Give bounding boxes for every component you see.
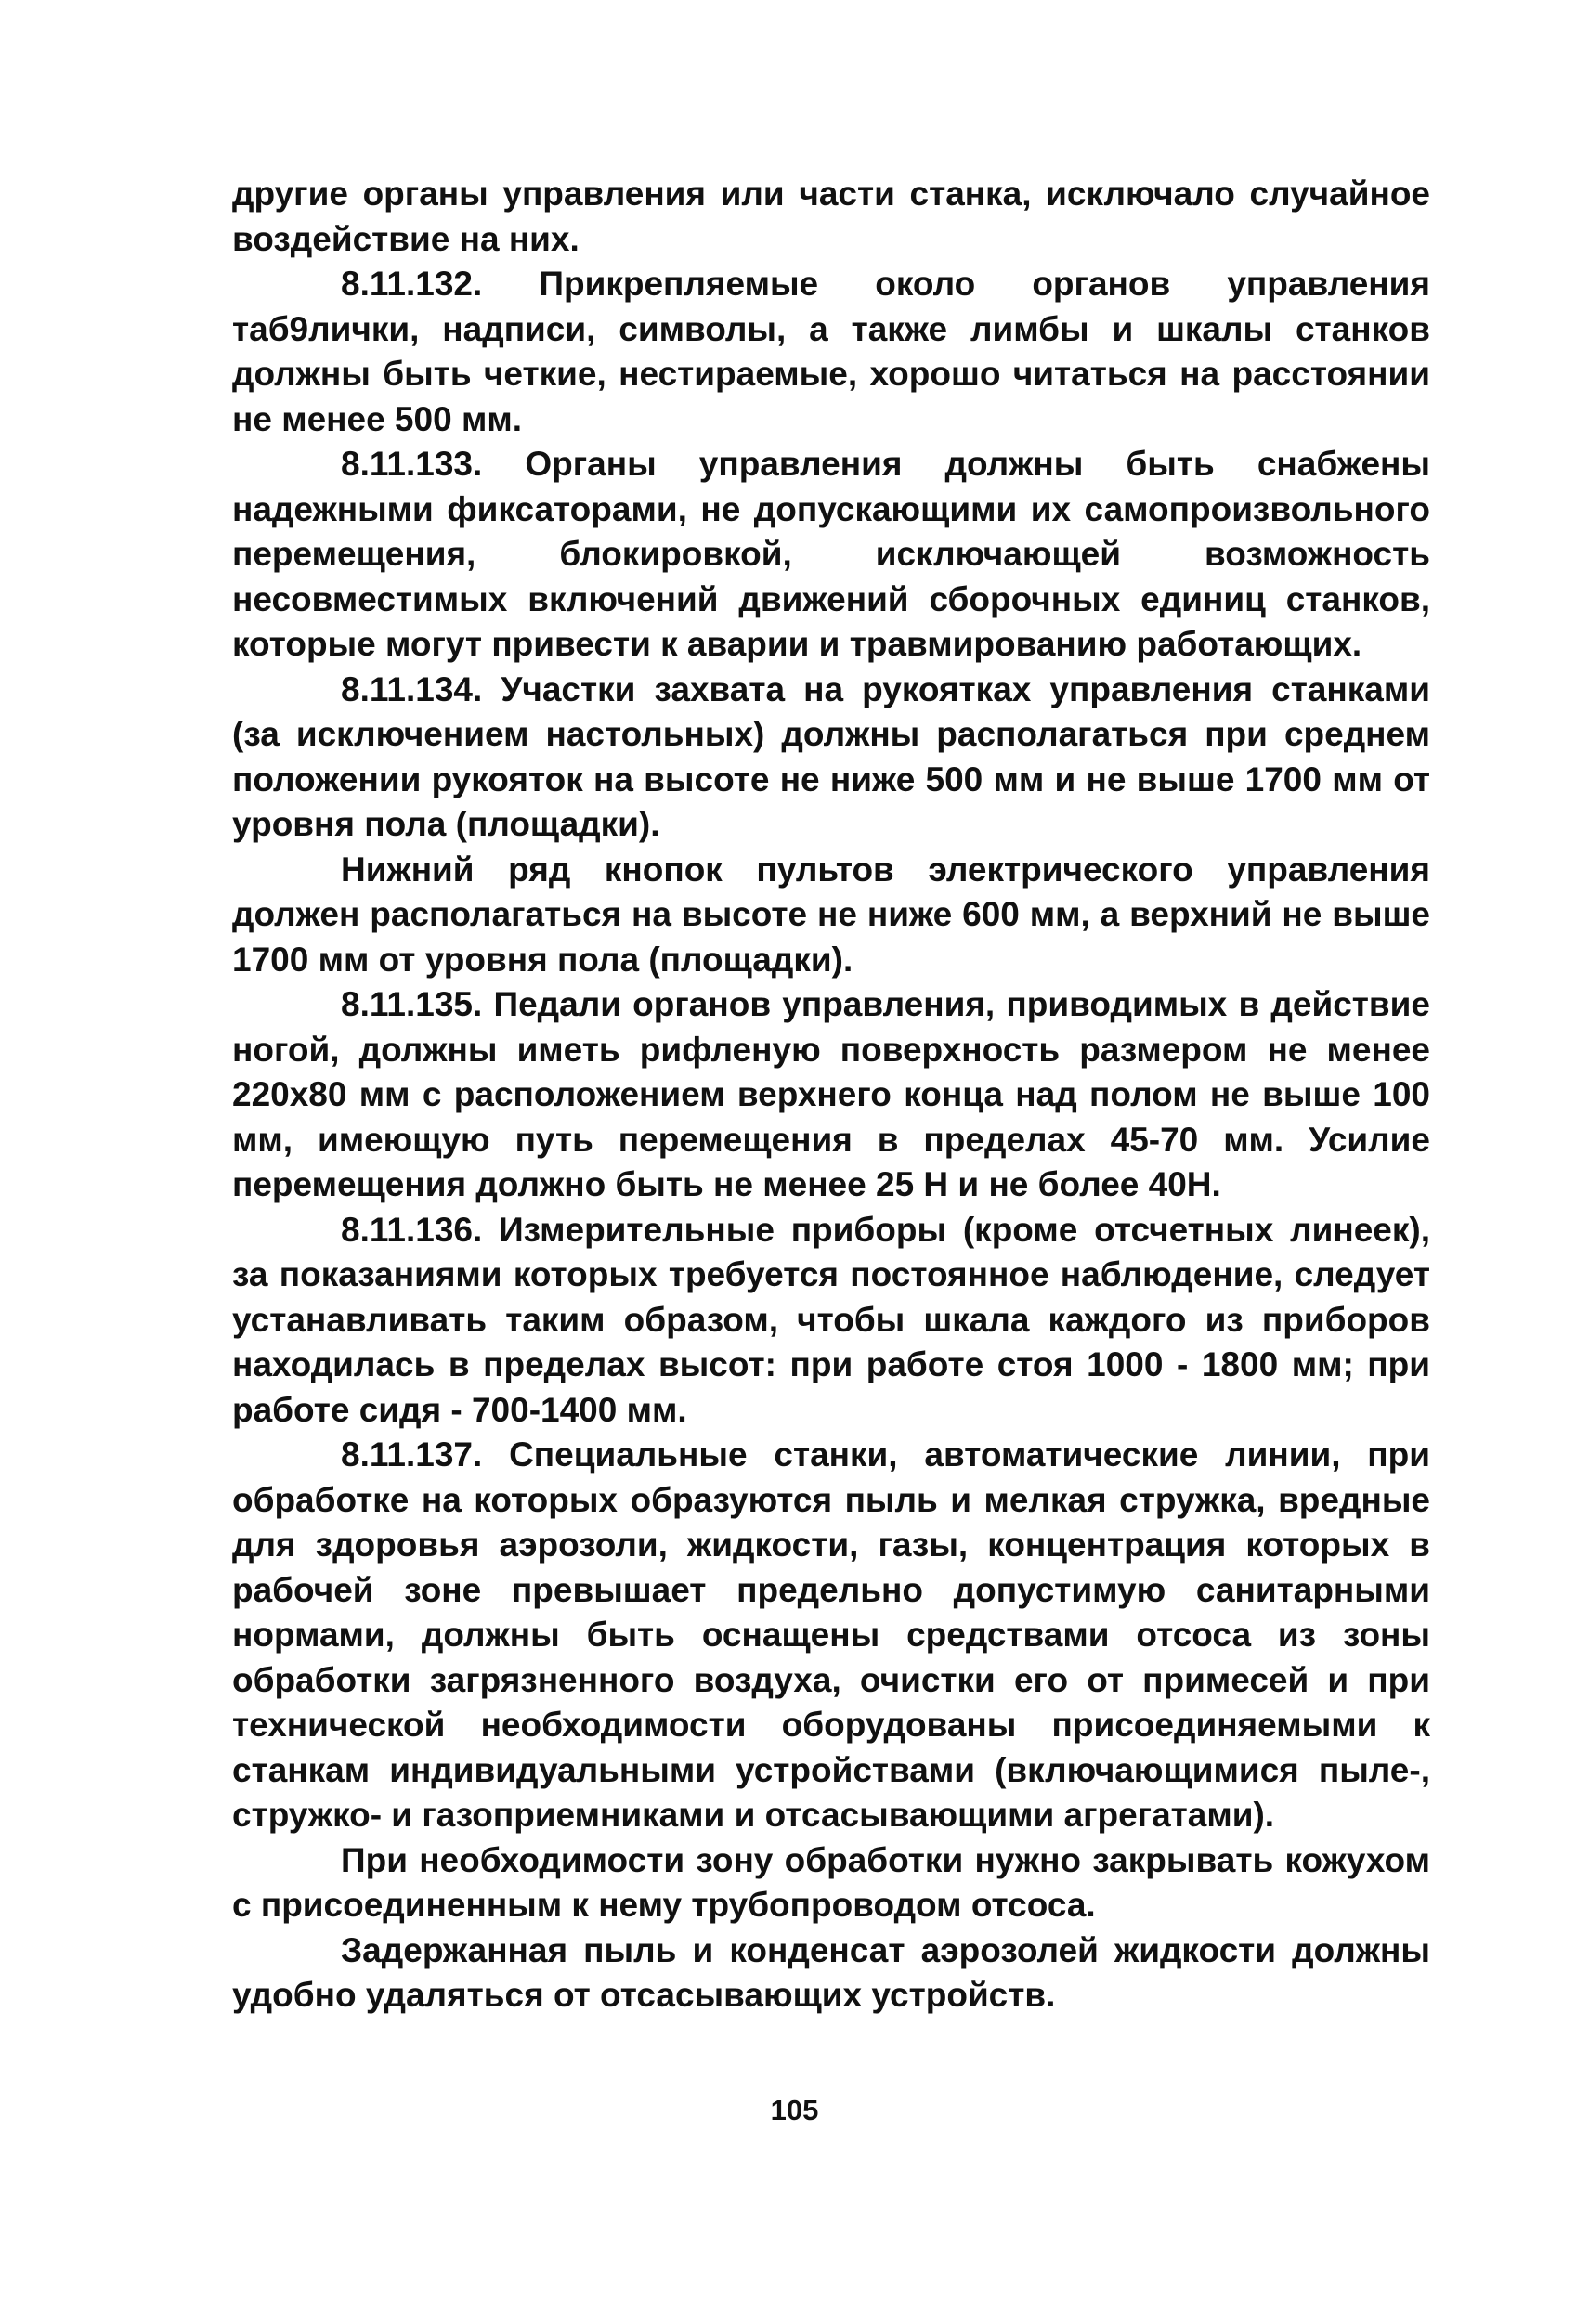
page-number: 105 bbox=[770, 2094, 819, 2126]
paragraph-casing: При необходимости зону обработки нужно закрывать кожухом с присоединенным к нему трубопроводом отсоса. bbox=[232, 1840, 1430, 1924]
paragraph-8-11-136: 8.11.136. Измерительные приборы (кроме отсчетных линеек), за показаниями которых требуется постоянное наблюдение, следует устанавливать таким образом, чтобы шкала каждого из приборов находилась в пределах высот: при работе стоя 1000 - 1800 мм; при работе сидя - 700-1400 мм. bbox=[232, 1210, 1430, 1429]
paragraph-dust-removal: Задержанная пыль и конденсат аэрозолей жидкости должны удобно удаляться от отсасывающих устройств. bbox=[232, 1930, 1430, 2014]
paragraph-8-11-135: 8.11.135. Педали органов управления, приводимых в действие ногой, должны иметь рифленую поверхность размером не менее 220х80 мм с расположением верхнего конца над полом не выше 100 мм, имеющую путь перемещения в пределах 45-70 мм. Усилие перемещения должно быть не менее 25 Н и не более 40Н. bbox=[232, 985, 1430, 1203]
paragraph-8-11-133: 8.11.133. Органы управления должны быть снабжены надежными фиксаторами, не допускающими их самопроизвольного перемещения, блокировкой, исключающей возможность несовместимых включений движений сборочных единиц станков, которые могут привести к аварии и травмированию работающих. bbox=[232, 445, 1430, 663]
paragraph-buttons-height: Нижний ряд кнопок пультов электрического управления должен располагаться на высоте не ниже 600 мм, а верхний не выше 1700 мм от уровня пола (площадки). bbox=[232, 850, 1430, 979]
continuation-paragraph: другие органы управления или части станка, исключало случайное воздействие на них. bbox=[232, 175, 1430, 258]
paragraph-8-11-137: 8.11.137. Специальные станки, автоматические линии, при обработке на которых образуются пыль и мелкая стружка, вредные для здоровья аэрозоли, жидкости, газы, концентрация которых в рабочей зоне превышает предельно допустимую санитарными нормами, должны быть оснащены средствами отсоса из зоны обработки загрязненного воздуха, очистки его от примесей и при технической необходимости оборудованы присоединяемыми к станкам индивидуальными устройствами (включающимися пыле-, стружко- и газоприемниками и отсасывающими агрегатами). bbox=[232, 1435, 1430, 1834]
page-body bbox=[232, 172, 1430, 2019]
paragraph-8-11-134: 8.11.134. Участки захвата на рукоятках управления станками (за исключением настольных) должны располагаться при среднем положении рукояток на высоте не ниже 500 мм и не выше 1700 мм от уровня пола (площадки). bbox=[232, 669, 1430, 843]
paragraph-8-11-132: 8.11.132. Прикрепляемые около органов управления таб9лички, надписи, символы, а также лимбы и шкалы станков должны быть четкие, нестираемые, хорошо читаться на расстоянии не менее 500 мм. bbox=[232, 265, 1430, 438]
